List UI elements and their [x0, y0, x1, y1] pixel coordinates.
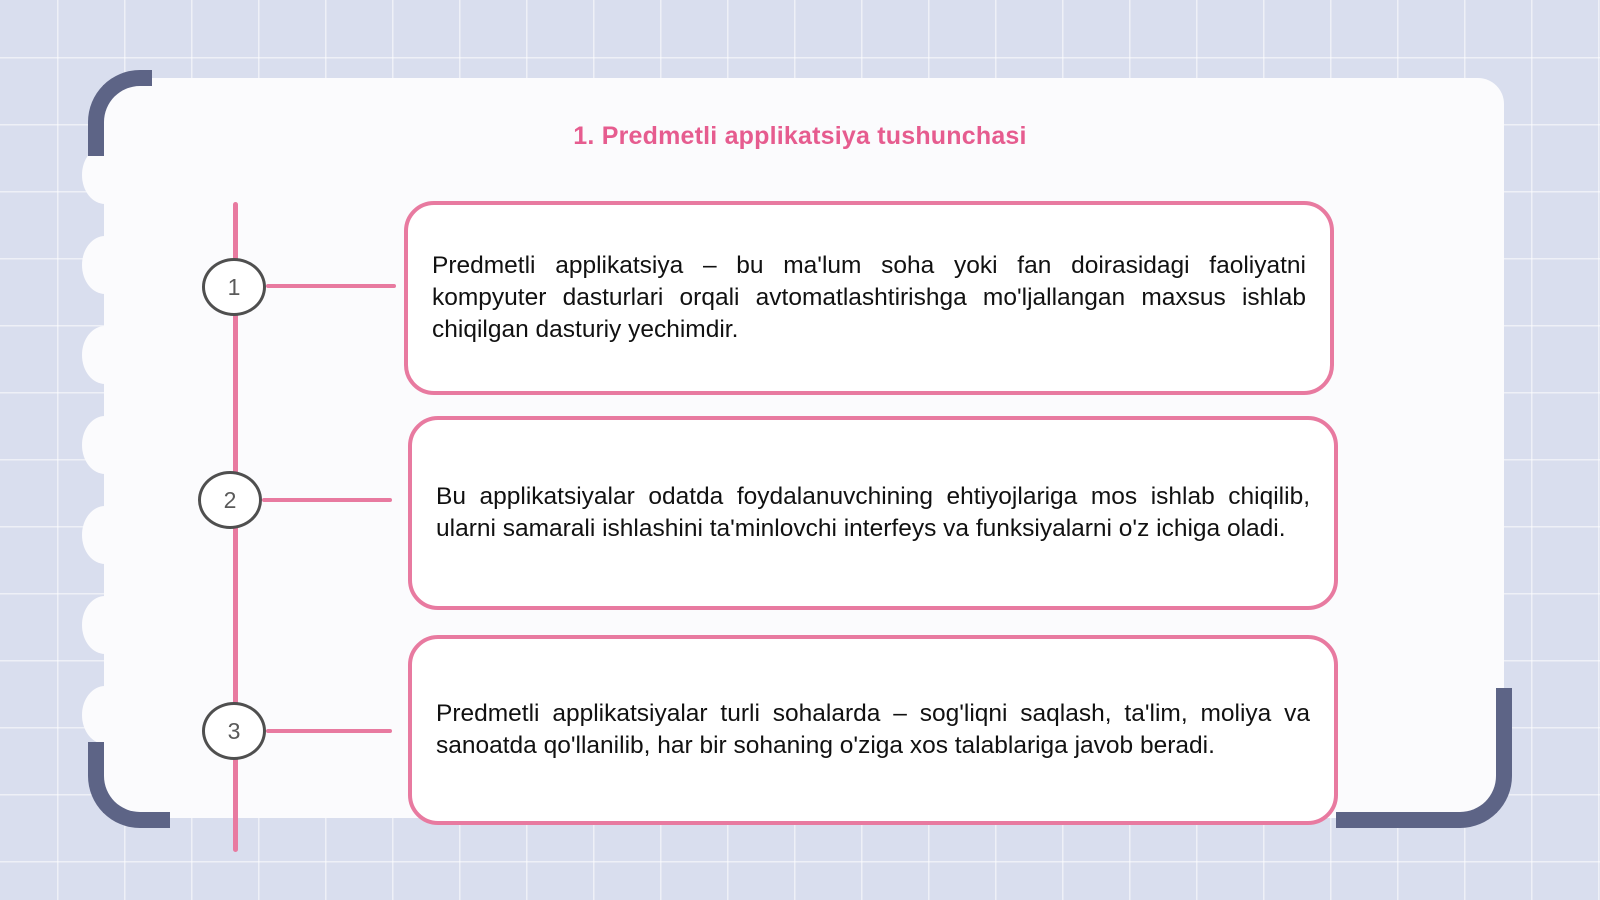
frame-corner-bottom-left	[88, 742, 170, 828]
binder-hole	[82, 326, 128, 384]
binder-hole	[82, 596, 128, 654]
binder-hole	[82, 416, 128, 474]
info-card-text-1: Predmetli applikatsiya – bu ma'lum soha yoki fan doirasidagi faoliyatni kompyuter dasturlari orqali avtomatlashtirishga mo'ljallangan maxsus ishlab chiqilgan dasturiy yechimdir.	[432, 252, 1306, 343]
timeline-connector-1	[266, 284, 396, 288]
info-card-3	[408, 635, 1338, 825]
timeline-connector-2	[262, 498, 392, 502]
timeline-connector-3	[266, 729, 392, 733]
info-card-2	[408, 416, 1338, 610]
timeline-marker-3	[202, 702, 266, 760]
binder-hole	[82, 236, 128, 294]
timeline-number-2: 2	[223, 486, 237, 513]
timeline-marker-1	[202, 258, 266, 316]
timeline-marker-2	[198, 471, 262, 529]
binder-hole	[82, 506, 128, 564]
frame-corner-bottom-right	[1336, 688, 1512, 828]
info-card-text-2: Bu applikatsiyalar odatda foydalanuvchining ehtiyojlariga mos ishlab chiqilib, ularni samarali ishlashini ta'minlovchi interfeys va funksiyalarni o'z ichiga oladi.	[436, 483, 1310, 542]
binder-hole	[82, 686, 128, 744]
timeline-number-3: 3	[227, 717, 241, 744]
info-card-text-3: Predmetli applikatsiyalar turli sohalarda – sog'liqni saqlash, ta'lim, moliya va sanoatda qo'llanilib, har bir sohaning o'ziga xos talablariga javob beradi.	[436, 700, 1310, 759]
slide-title: 1. Predmetli applikatsiya tushunchasi	[573, 122, 1027, 150]
timeline-number-1: 1	[227, 273, 241, 300]
info-card-1	[404, 201, 1334, 395]
